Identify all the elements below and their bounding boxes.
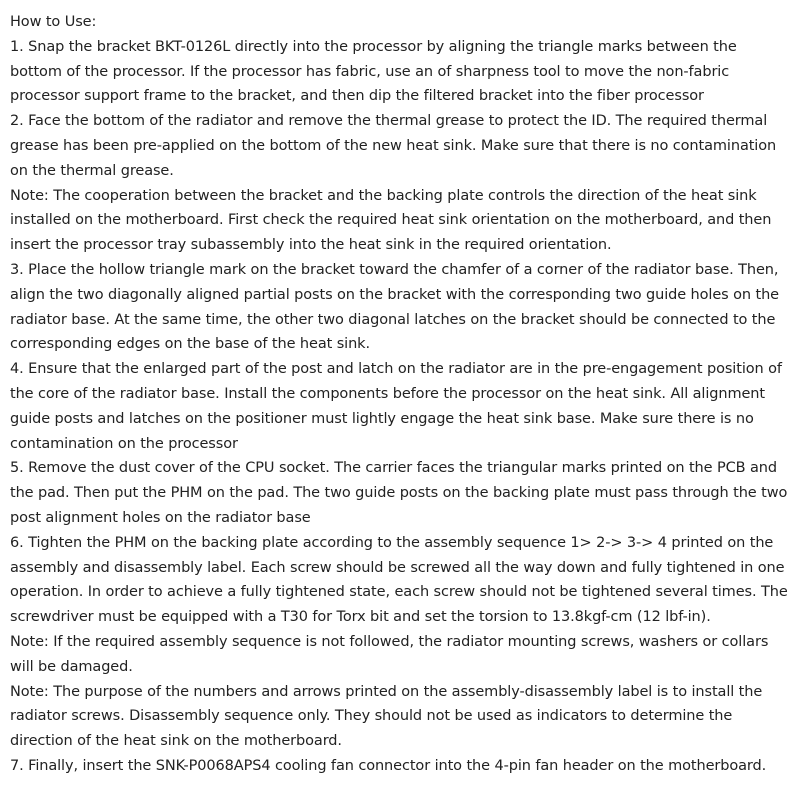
step-7: 7. Finally, insert the SNK-P0068APS4 cooling fan connector into the 4-pin fan header on the motherboard. xyxy=(10,757,767,774)
step-6: 6. Tighten the PHM on the backing plate according to the assembly sequence 1> 2-> 3-> 4 printed on the assembly and disassembly label. Each screw should be screwed all the way down and fully tightened in one operation. In order to achieve a fully tightened state, each screw should not be tightened several times. The screwdriver must be equipped with a T30 for Torx bit and set the torsion to 13.8kgf-cm (12 lbf-in). xyxy=(10,534,788,626)
note-assembly-sequence: Note: If the required assembly sequence is not followed, the radiator mounting screws, washers or collars will be damaged. xyxy=(10,633,769,675)
step-5: 5. Remove the dust cover of the CPU socket. The carrier faces the triangular marks printed on the PCB and the pad. Then put the PHM on the pad. The two guide posts on the backing plate must pass through the two post alignment holes on the radiator base xyxy=(10,460,788,526)
note-orientation: Note: The cooperation between the bracket and the backing plate controls the direction of the heat sink installed on the motherboard. First check the required heat sink orientation on the motherboard, and then insert the processor tray subassembly into the heat sink in the required orientation. xyxy=(10,187,772,254)
note-label-purpose: Note: The purpose of the numbers and arrows printed on the assembly-disassembly label is to install the radiator screws. Disassembly sequence only. They should not be used as indicators to determine the direction of the heat sink on the motherboard. xyxy=(10,683,763,750)
step-4: 4. Ensure that the enlarged part of the post and latch on the radiator are in the pre-engagement position of the core of the radiator base. Install the components before the processor on the heat sink. All alignment guide posts and latches on the positioner must lightly engage the heat sink base. Make sure there is no contamination on the processor xyxy=(10,361,782,452)
step-1: 1. Snap the bracket BKT-0126L directly into the processor by aligning the triangle marks between the bottom of the processor. If the processor has fabric, use an of sharpness tool to move the non-fabric processor support frame to the bracket, and then dip the filtered bracket into the fiber processor xyxy=(10,38,737,105)
step-2: 2. Face the bottom of the radiator and remove the thermal grease to protect the ID. The required thermal grease has been pre-applied on the bottom of the new heat sink. Make sure that there is no contamination on the thermal grease. xyxy=(10,113,777,179)
heading: How to Use: xyxy=(10,14,97,30)
step-3: 3. Place the hollow triangle mark on the bracket toward the chamfer of a corner of the radiator base. Then, align the two diagonally aligned partial posts on the bracket with the corresponding two guide holes on the radiator base. At the same time, the other two diagonal latches on the bracket should be connected to the corresponding edges on the base of the heat sink. xyxy=(10,261,779,353)
